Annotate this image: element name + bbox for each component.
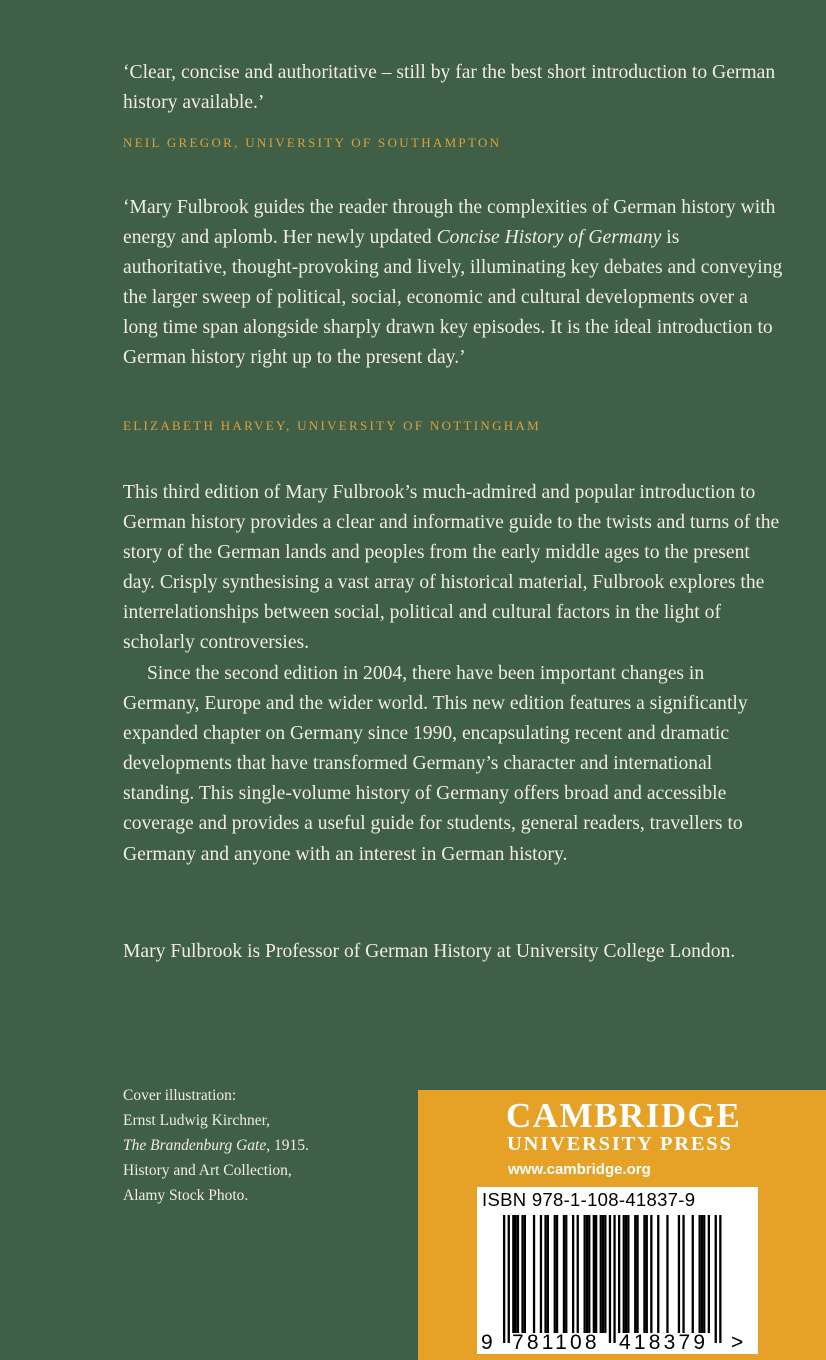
barcode-guard-bar xyxy=(715,1215,717,1343)
barcode-bar xyxy=(650,1215,652,1333)
author-bio: Mary Fulbrook is Professor of German History at University College London. xyxy=(123,941,736,962)
endorsement-attribution-2: ELIZABETH HARVEY, UNIVERSITY OF NOTTINGHAM xyxy=(123,418,542,433)
barcode-bar xyxy=(595,1215,597,1333)
barcode-bar xyxy=(517,1215,519,1333)
barcode-bar xyxy=(524,1215,526,1333)
barcode-bar xyxy=(572,1215,574,1333)
barcode-bar xyxy=(586,1215,588,1333)
barcode-bar xyxy=(512,1215,514,1333)
barcode-bar xyxy=(565,1215,567,1333)
barcode-bar xyxy=(643,1215,645,1333)
barcode-bar xyxy=(682,1215,684,1333)
barcode-bar xyxy=(623,1215,625,1333)
barcode-bar xyxy=(657,1215,659,1333)
barcode-bar xyxy=(634,1215,636,1333)
barcode-bar xyxy=(540,1215,542,1333)
barcode-left-digits: 781108 xyxy=(512,1331,600,1354)
cover-credit-work xyxy=(123,1133,383,1158)
cover-credit-artist: Ernst Ludwig Kirchner, xyxy=(123,1112,271,1129)
publisher-press: UNIVERSITY PRESS xyxy=(507,1133,733,1155)
endorsement-attribution-1: NEIL GREGOR, UNIVERSITY OF SOUTHAMPTON xyxy=(123,135,502,150)
barcode-bar xyxy=(593,1215,595,1333)
endorsement-quote-1: ‘Clear, concise and authoritative – still by far the best short introduction to German history available.’ xyxy=(123,62,776,114)
barcode-bar xyxy=(600,1215,602,1333)
endorsement-quote-2 xyxy=(123,193,783,374)
description-paragraph-2: Since the second edition in 2004, there have been important changes in Germany, Europe and the wider world. This new edition features a significantly expanded chapter on Germany since 1990, encapsulating recent and dramatic developments that have transformed Germany’s character and international standing. This single-volume history of Germany offers broad and accessible coverage and provides a useful guide for students, general readers, travellers to Germany and anyone with an interest in German history. xyxy=(123,663,748,865)
barcode-bar xyxy=(636,1215,638,1333)
barcode-guard-bar xyxy=(609,1215,611,1343)
publisher-box xyxy=(418,1090,826,1360)
barcode-bar xyxy=(515,1215,517,1333)
barcode-right-digits: 418379 xyxy=(619,1331,709,1354)
barcode-bar xyxy=(699,1215,701,1333)
barcode-bar xyxy=(577,1215,579,1333)
barcode-bar xyxy=(556,1215,558,1333)
barcode-guard-bar xyxy=(613,1215,615,1343)
barcode-guard-bar xyxy=(508,1215,510,1343)
cover-credit-work-title: The Brandenburg Gate xyxy=(123,1137,267,1154)
barcode-bar xyxy=(666,1215,668,1333)
barcode-bar xyxy=(547,1215,549,1333)
barcode-lead-digit: 9 xyxy=(481,1331,493,1354)
barcode-bar xyxy=(604,1215,606,1333)
isbn-barcode xyxy=(477,1187,758,1354)
barcode-quiet-zone-mark: > xyxy=(731,1331,744,1354)
cover-credit-collection: History and Art Collection, xyxy=(123,1162,292,1179)
quote-2-text-start: ‘Mary Fulbrook guides the reader through the complexities of German history with energy and aplomb. Her newly updated xyxy=(123,197,776,249)
barcode-bar xyxy=(678,1215,680,1333)
barcode-guard-bar xyxy=(719,1215,721,1343)
barcode-bar xyxy=(554,1215,556,1333)
barcode-bar xyxy=(533,1215,535,1333)
barcode-bar xyxy=(708,1215,710,1333)
cover-credit xyxy=(123,1083,383,1208)
barcode-bar xyxy=(703,1215,705,1333)
barcode-bar xyxy=(602,1215,604,1333)
publisher-name: CAMBRIDGE xyxy=(506,1096,742,1135)
quote-2-book-title: Concise History of Germany xyxy=(436,227,662,249)
barcode-bar xyxy=(584,1215,586,1333)
publisher-url: www.cambridge.org xyxy=(508,1161,651,1178)
barcode-bar xyxy=(692,1215,694,1333)
barcode-bar xyxy=(588,1215,590,1333)
barcode-bar xyxy=(563,1215,565,1333)
description-paragraph-1: This third edition of Mary Fulbrook’s much-admired and popular introduction to German history provides a clear and informative guide to the twists and turns of the story of the German lands and peoples from the early middle ages to the present day. Crisply synthesising a vast array of historical material, Fulbrook explores the interrelationships between social, political and cultural factors in the light of scholarly controversies. xyxy=(123,482,780,654)
barcode-bar xyxy=(544,1215,546,1333)
barcode-bar xyxy=(521,1215,523,1333)
barcode-bars xyxy=(477,1187,758,1354)
quote-2-text-end: is authoritative, thought-provoking and lively, illuminating key debates and conveying the larger sweep of political, social, economic and cultural developments over a long time span alongside sharply drawn key episodes. It is the ideal introduction to German history right up to the present day.’ xyxy=(123,227,783,369)
cover-credit-work-year: , 1915. xyxy=(266,1137,309,1154)
barcode-bar xyxy=(625,1215,627,1333)
barcode-guard-bar xyxy=(503,1215,505,1343)
barcode-bar xyxy=(618,1215,620,1333)
barcode-bar xyxy=(627,1215,629,1333)
cover-credit-label: Cover illustration: xyxy=(123,1087,237,1104)
barcode-bar xyxy=(646,1215,648,1333)
cover-credit-source: Alamy Stock Photo. xyxy=(123,1187,249,1204)
isbn-text: ISBN 978-1-108-41837-9 xyxy=(482,1189,696,1210)
barcode-bar xyxy=(701,1215,703,1333)
